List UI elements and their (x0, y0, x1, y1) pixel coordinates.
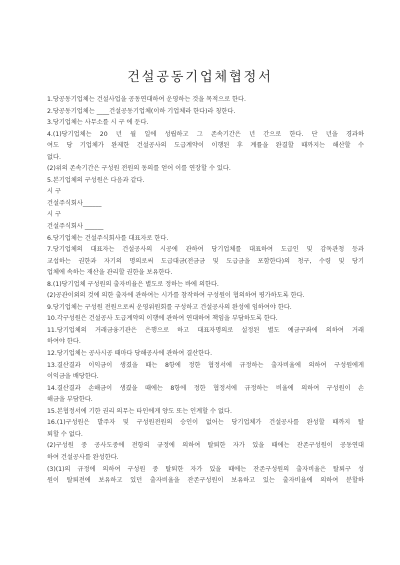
document-line: 2.당공동기업체는 ____건설공동기업체(이하 기업체라 한다)라 칭한다. (47, 107, 236, 115)
document-line: 1.당공동기업체는 건설사업을 공동연대하여 운영하는 것을 목적으로 한다. (47, 96, 246, 103)
document-line: 교섭하는 권한과 자기의 명의로써 도급대금(전금금 및 도급금을 포함한다)의 청구, 수령 및 당기 (47, 257, 364, 265)
document-body (47, 94, 364, 487)
document-line: 퇴할 수 없다. (47, 430, 83, 438)
document-line: (2)공관이외의 것에 의한 출자에 관하여는 시가를 참작하여 구성원이 협의하여 평가하도록 한다. (47, 292, 305, 300)
document-line: 6.당기업체는 건설주식회사를 대표자로 한다. (47, 234, 169, 242)
document-line: 시 구 (47, 188, 61, 196)
document-line: 13.결산결과 이익금이 생겼을 때는 8항에 정한 협정서에 규정하는 출자비율에 의하여 구성원에게 (47, 361, 364, 369)
document-line: 9.당기업체는 구성원 전원으로써 운영위원회를 구성하고 건설공사의 완성에 임하여야 한다. (47, 303, 292, 311)
document-line: 시 구 (47, 211, 61, 219)
document-line: 없다. (47, 153, 61, 161)
document-line: 4.(1)당기업체는 20 년 월 일에 성립하고 그 존속기간은 년 간으로 한다. 단 년을 경과하 (47, 130, 364, 138)
document-line: (2)구성원 중 공사도중에 전항의 규정에 의하여 탈퇴한 자가 있을 때에는 잔존구성원이 공동연대 (47, 442, 364, 450)
document-line: 하여야 한다. (47, 338, 81, 346)
document-title: 건설공동기업체협정서 (127, 70, 273, 85)
document-line: 건설주식회사 ______ (47, 223, 104, 231)
document-line: 15.본협정서에 기한 권리 의무는 타인에게 양도 또는 인계할 수 없다. (47, 407, 232, 415)
document-line: 원이 탈퇴전에 보유하고 있던 출자비율을 잔존구성원이 보유하고 있는 출자비율에 의하여 분할하 (47, 477, 364, 485)
document-line: 11.당기업체의 거래금융기관은 은행으로 하고 대표자명의로 설정된 별도 예금구좌에 의하여 거래 (47, 326, 364, 334)
document-line: 건설주식회사______ (47, 199, 102, 207)
document-line: 16.(1)구성원은 발주자 및 구성원전원의 승인이 없어는 당기업체가 건설공사를 완성할 때까지 탈 (47, 419, 364, 427)
document-line: 7.당기업체의 대표자는 건설공사의 시공에 관하여 당기업체를 대표하여 도급인 및 감독관청 등과 (47, 246, 364, 254)
document-line: 이익금을 배당한다. (47, 373, 99, 381)
document-line: 업체에 속하는 재산을 관리할 권한을 보유한다. (47, 269, 173, 277)
document-line: 하여 건설공사를 완성한다. (47, 453, 119, 461)
document-line: 3.당기업체는 사무소를 시 구 에 둔다. (47, 119, 149, 127)
document-line: 12.당기업체는 공사시공 때마다 당해공사에 관하여 결산한다. (47, 350, 213, 358)
document-line: 해금을 부담한다. (47, 396, 93, 404)
document-line: (3)(1)의 규정에 의하여 구성원 중 탈퇴한 자가 있을 때에는 잔존구성원의 출자비율은 탈퇴구 성 (47, 465, 364, 473)
document-line: 8.(1)당기업체 구성원의 출자비율은 별도로 정하는 바에 의한다. (47, 280, 219, 288)
document-line: 14.결산결과 손해금이 생겼을 때에는 8항에 정한 협정서에 규정하는 비율에 의하여 구성원이 손 (47, 384, 364, 392)
document-line: 10.각구성원은 건설공사 도급계약의 이행에 관하여 연대하여 책임을 부담하도록 한다. (47, 315, 278, 323)
document-line: 여도 당 기업체가 완제한 건설공사의 도급계약이 이행된 후 계률을 완결할 때까지는 해산할 수 (47, 142, 364, 150)
document-line: 5.본기업체의 구성원은 다음과 같다. (47, 176, 145, 184)
document-line: (2)위의 존속기간은 구성원 전원의 동의를 얻어 이를 연장할 수 있다. (47, 165, 231, 173)
